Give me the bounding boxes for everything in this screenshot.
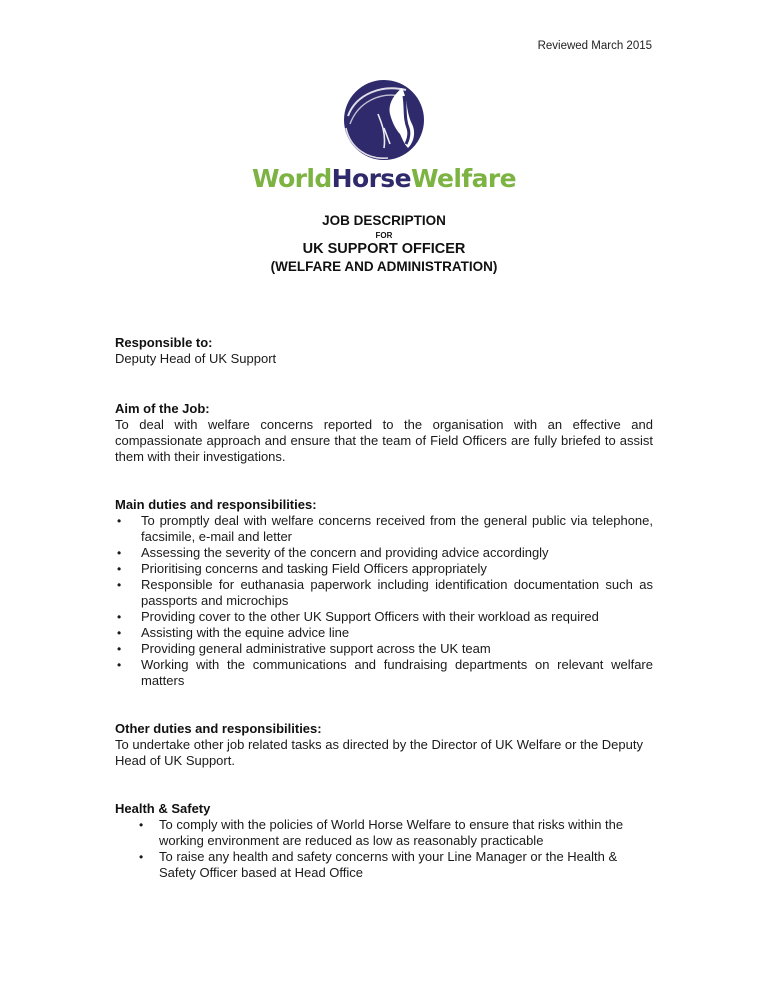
logo-wordmark — [252, 164, 516, 194]
section-text: To deal with welfare concerns reported to the organisation with an effective and compassionate approach and ensure that the team of Field Officers are fully briefed to assist them with their investigations. — [115, 417, 653, 464]
section-text: To undertake other job related tasks as directed by the Director of UK Welfare or the Deputy Head of UK Support. — [115, 737, 643, 768]
document-title — [0, 212, 768, 275]
list-item: • To promptly deal with welfare concerns received from the general public via telephone, facsimile, e-mail and letter — [117, 513, 653, 544]
bullet-icon: • — [117, 658, 122, 672]
section-other-duties — [115, 721, 653, 769]
title-line-for: FOR — [375, 231, 393, 240]
title-line-job-description: JOB DESCRIPTION — [322, 213, 446, 228]
section-heading: Aim of the Job: — [115, 401, 210, 416]
section-text: Deputy Head of UK Support — [115, 351, 277, 366]
list-item: • Providing cover to the other UK Support Officers with their workload as required — [117, 609, 599, 624]
section-heading: Other duties and responsibilities: — [115, 721, 322, 736]
list-item: • To raise any health and safety concerns with your Line Manager or the Health & Safety Officer based at Head Office — [139, 849, 618, 880]
bullet-icon: • — [117, 626, 122, 640]
title-line-subtitle: (WELFARE AND ADMINISTRATION) — [270, 259, 498, 274]
list-item: • Prioritising concerns and tasking Field Officers appropriately — [117, 561, 487, 576]
list-item: • Assessing the severity of the concern and providing advice accordingly — [117, 545, 549, 560]
bullet-icon: • — [117, 642, 122, 656]
list-item: • Providing general administrative support across the UK team — [117, 641, 491, 656]
world-horse-welfare-logo — [0, 78, 768, 194]
bullet-icon: • — [139, 818, 144, 832]
section-heading: Responsible to: — [115, 335, 213, 350]
reviewed-date: Reviewed March 2015 — [537, 40, 652, 52]
section-heading: Health & Safety — [115, 801, 211, 816]
section-responsible-to — [115, 335, 653, 367]
section-main-duties — [115, 497, 653, 689]
list-item: • Responsible for euthanasia paperwork including identification documentation such as passports and microchips — [117, 577, 653, 608]
logo-word-world: World — [252, 164, 332, 193]
bullet-icon: • — [117, 546, 122, 560]
title-line-role: UK SUPPORT OFFICER — [302, 241, 466, 257]
list-item: • Assisting with the equine advice line — [117, 625, 350, 640]
document-body — [115, 335, 653, 881]
list-item: • To comply with the policies of World Horse Welfare to ensure that risks within the working environment are reduced as low as reasonably practicable — [139, 817, 624, 848]
bullet-icon: • — [117, 562, 122, 576]
bullet-icon: • — [117, 578, 122, 592]
section-heading: Main duties and responsibilities: — [115, 497, 317, 512]
section-aim — [115, 401, 653, 465]
bullet-icon: • — [139, 850, 144, 864]
duties-list — [115, 513, 653, 689]
section-health-safety — [115, 801, 653, 881]
logo-word-welfare: Welfare — [410, 164, 516, 193]
health-safety-list — [115, 817, 653, 881]
list-item: • Working with the communications and fundraising departments on relevant welfare matters — [117, 657, 653, 688]
horse-head-icon — [342, 78, 426, 162]
bullet-icon: • — [117, 610, 122, 624]
logo-word-horse: Horse — [331, 164, 411, 193]
bullet-icon: • — [117, 514, 122, 528]
